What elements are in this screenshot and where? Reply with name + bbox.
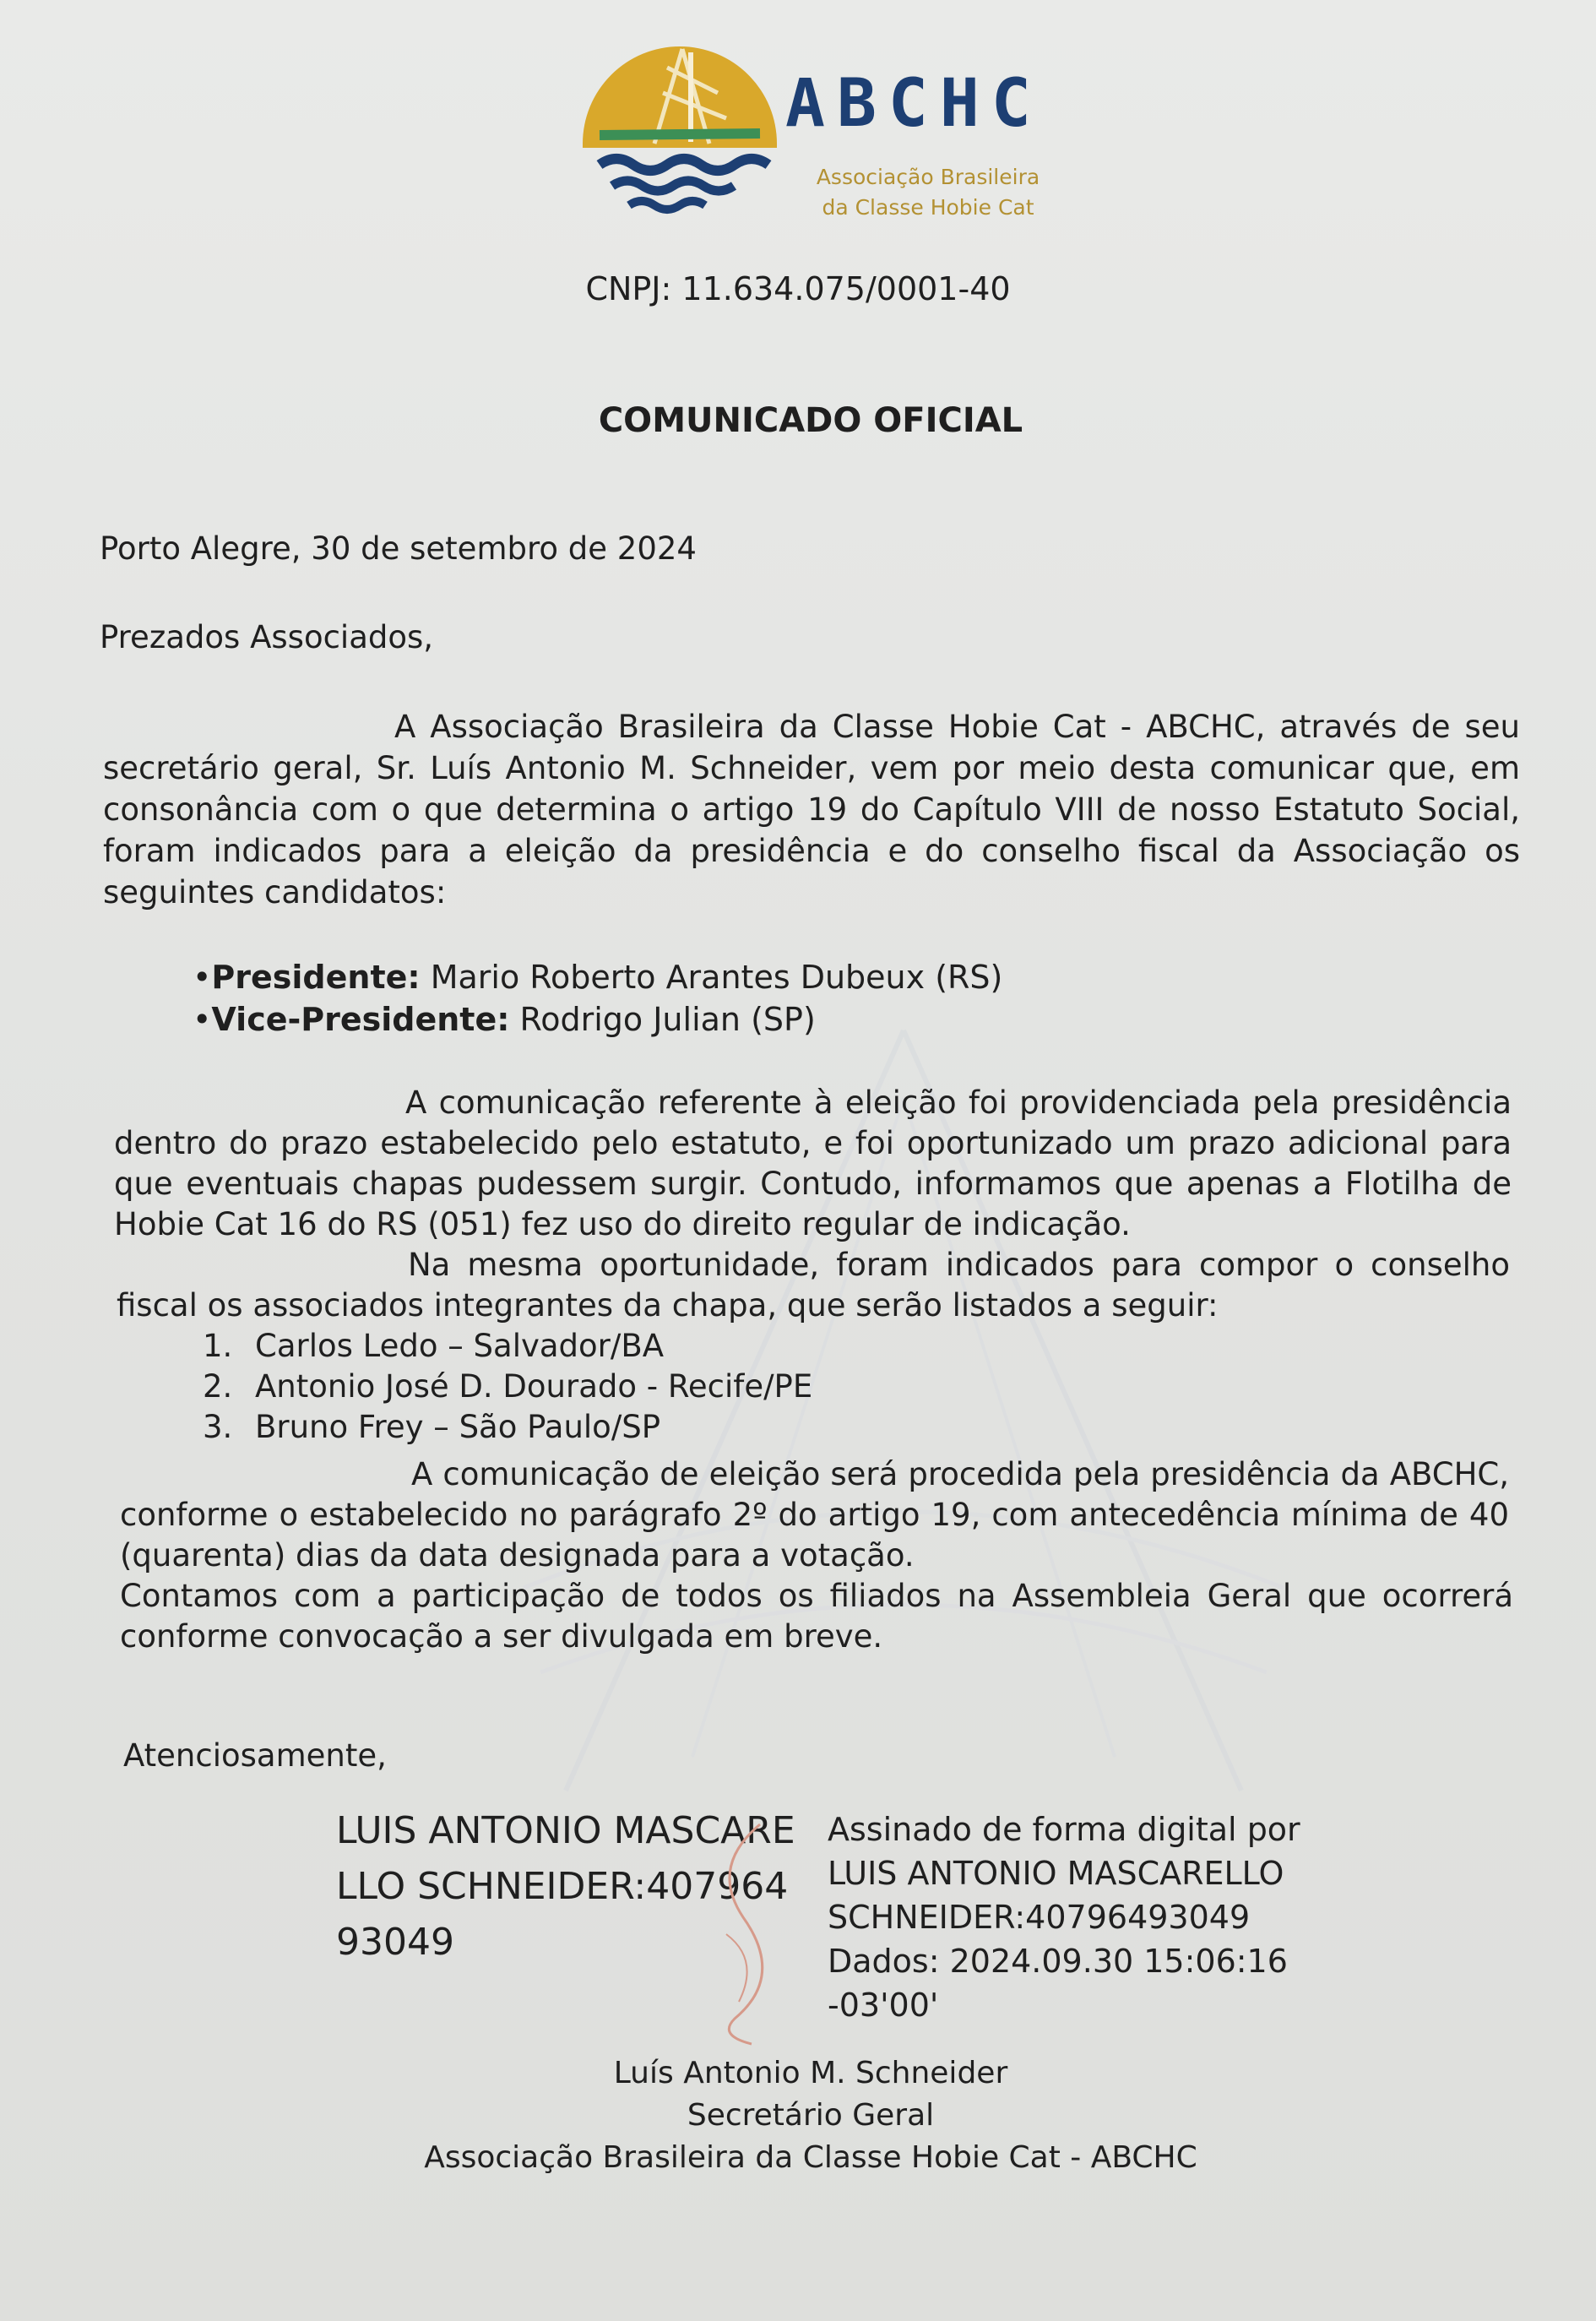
list-item: 1. Carlos Ledo – Salvador/BA xyxy=(203,1328,665,1364)
footer-signature xyxy=(0,2052,1596,2179)
document-title: COMUNICADO OFICIAL xyxy=(598,401,1023,440)
digital-line-5: -03'00' xyxy=(828,1987,939,2024)
paragraph-communication: A comunicação referente à eleição foi providenciada pela presidência dentro do prazo estabelecido pelo estatuto, e foi oportunizado um prazo adicional para que eventuais chapas pudessem surgir. Contudo, informamos que apenas a Flotilha de Hobie Cat 16 do RS (051) fez uso do direito regular de indicação. xyxy=(114,1084,1512,1242)
candidates-list xyxy=(193,956,1002,1041)
candidate-name: Mario Roberto Arantes Dubeux (RS) xyxy=(430,959,1003,996)
handwritten-signature xyxy=(692,1816,794,2052)
list-item: 2. Antonio José D. Dourado - Recife/PE xyxy=(203,1368,813,1405)
digital-signature-stamp xyxy=(828,1807,1317,2027)
closing: Atenciosamente, xyxy=(123,1737,387,1774)
date-line: Porto Alegre, 30 de setembro de 2024 xyxy=(100,530,697,567)
paragraph-council: Na mesma oportunidade, foram indicados para compor o conselho fiscal os associados integrantes da chapa, que serão listados a seguir: xyxy=(117,1247,1510,1324)
footer-name: Luís Antonio M. Schneider xyxy=(613,2056,1008,2090)
logo-subtitle-line1: Associação Brasileira xyxy=(816,165,1040,189)
greeting: Prezados Associados, xyxy=(100,619,434,655)
paragraph-intro: A Associação Brasileira da Classe Hobie Cat - ABCHC, através de seu secretário geral, Sr. Luís Antonio M. Schneider, vem por meio desta comunicar que, em consonância com o que determina o artigo 19 do Capítulo VIII de nosso Estatuto Social, foram indicados para a eleição da presidência e do conselho fiscal da Associação os seguintes candidatos: xyxy=(103,709,1520,910)
footer-role: Secretário Geral xyxy=(687,2098,935,2133)
paragraph-election: A comunicação de eleição será procedida pela presidência da ABCHC, conforme o estabelecido no parágrafo 2º do artigo 19, com antecedência mínima de 40 (quarenta) dias da data designada para a votação. xyxy=(120,1456,1509,1574)
candidate-role: Presidente: xyxy=(211,959,421,996)
list-item: 3. Bruno Frey – São Paulo/SP xyxy=(203,1409,661,1445)
digital-line-1: Assinado de forma digital por xyxy=(828,1811,1300,1848)
list-item: •Vice-Presidente: Rodrigo Julian (SP) xyxy=(193,1001,816,1038)
candidate-name: Rodrigo Julian (SP) xyxy=(519,1001,816,1038)
candidate-role: Vice-Presidente: xyxy=(211,1001,510,1038)
footer-org: Associação Brasileira da Classe Hobie Cat - ABCHC xyxy=(424,2140,1197,2175)
digital-line-4: Dados: 2024.09.30 15:06:16 xyxy=(828,1943,1288,1980)
cnpj: CNPJ: 11.634.075/0001-40 xyxy=(585,270,1011,307)
logo-name: ABCHC xyxy=(785,66,1043,142)
signer-name: LUIS ANTONIO MASCARELLO SCHNEIDER:40796493049 xyxy=(336,1809,795,1964)
paragraph-closing: Contamos com a participação de todos os filiados na Assembleia Geral que ocorrerá conforme convocação a ser divulgada em breve. xyxy=(120,1578,1513,1655)
list-item: •Presidente: Mario Roberto Arantes Dubeux (RS) xyxy=(193,959,1003,996)
digital-line-2: LUIS ANTONIO MASCARELLO xyxy=(828,1855,1284,1892)
digital-line-3: SCHNEIDER:40796493049 xyxy=(828,1899,1251,1936)
logo-subtitle-line2: da Classe Hobie Cat xyxy=(822,195,1034,220)
council-list xyxy=(203,1326,812,1448)
logo-subtitle xyxy=(789,162,1067,223)
